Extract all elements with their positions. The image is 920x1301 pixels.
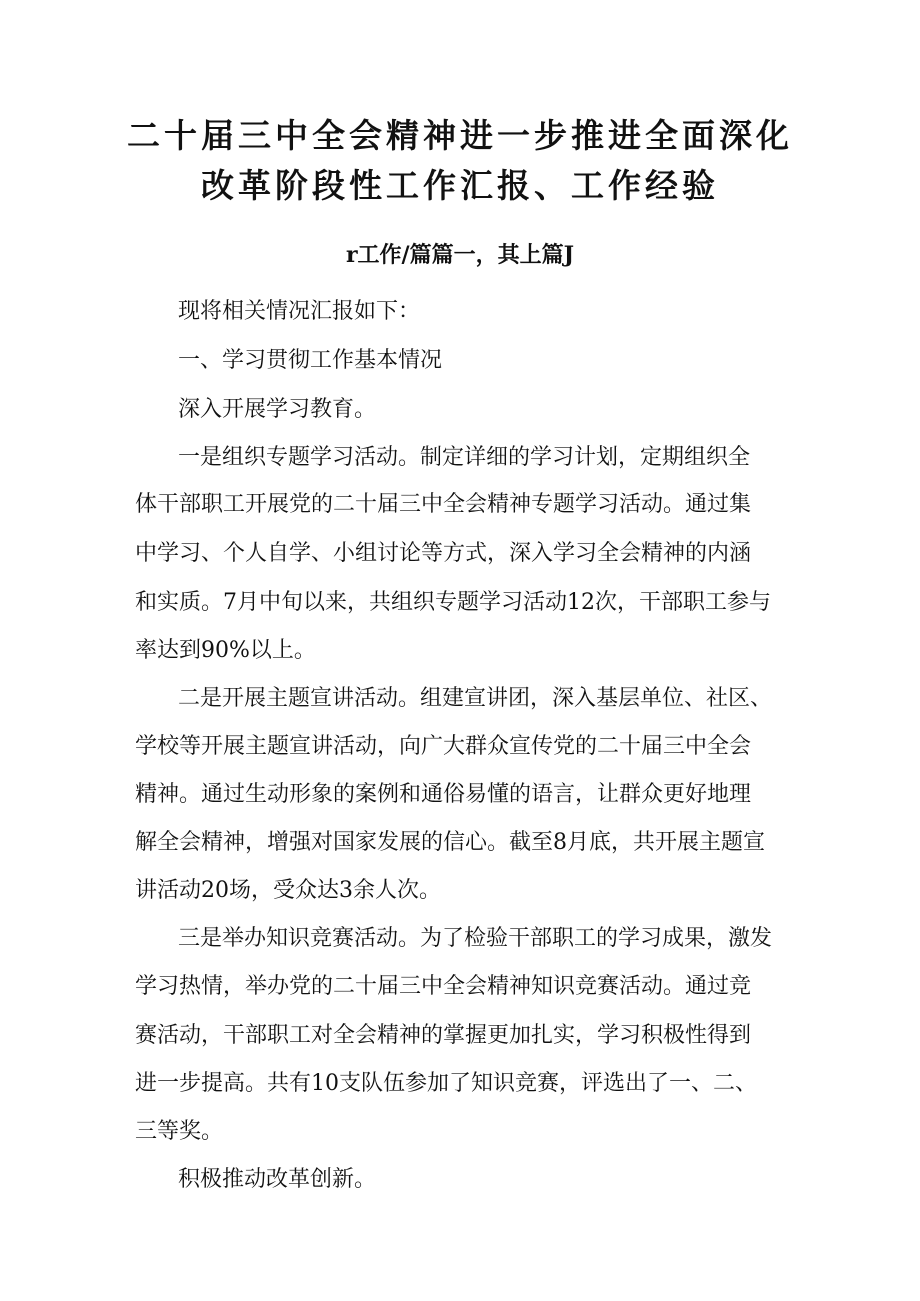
- paragraph-line: 三是举办知识竞赛活动。为了检验干部职工的学习成果，激发: [178, 926, 773, 951]
- paragraph-line: 学校等开展主题宣讲活动，向广大群众宣传党的二十届三中全会: [135, 734, 752, 759]
- paragraph-line: 一是组织专题学习活动。制定详细的学习计划，定期组织全: [178, 445, 751, 470]
- document-subtitle: r工作/篇篇一，其上篇J: [345, 242, 575, 268]
- section-heading: 一、学习贯彻工作基本情况: [178, 348, 443, 373]
- paragraph-line: 精神。通过生动形象的案例和通俗易懂的语言，让群众更好地理: [135, 782, 752, 807]
- paragraph-line: 二是开展主题宣讲活动。组建宣讲团，深入基层单位、社区、: [178, 686, 773, 711]
- document-title-line-2: 改革阶段性工作汇报、工作经验: [201, 166, 719, 205]
- paragraph-line: 率达到90%以上。: [135, 638, 316, 663]
- paragraph-line: 体干部职工开展党的二十届三中全会精神专题学习活动。通过集: [135, 492, 752, 517]
- document-title-line-1: 二十届三中全会精神进一步推进全面深化: [127, 116, 793, 155]
- paragraph-line: 学习热情，举办党的二十届三中全会精神知识竞赛活动。通过竞: [135, 974, 752, 999]
- paragraph-line: 三等奖。: [135, 1119, 224, 1144]
- paragraph-line: 现将相关情况汇报如下：: [178, 299, 421, 324]
- paragraph-line: 解全会精神，增强对国家发展的信心。截至8月底，共开展主题宣: [135, 830, 765, 855]
- paragraph-line: 中学习、个人自学、小组讨论等方式，深入学习全会精神的内涵: [135, 541, 752, 566]
- paragraph-line: 深入开展学习教育。: [178, 397, 377, 422]
- paragraph-line: 进一步提高。共有10支队伍参加了知识竞赛，评选出了一、二、: [135, 1071, 757, 1096]
- paragraph-line: 和实质。7月中旬以来，共组织专题学习活动12次，干部职工参与: [135, 590, 771, 615]
- section-heading: 积极推动改革创新。: [178, 1167, 377, 1192]
- paragraph-line: 讲活动20场，受众达3余人次。: [135, 878, 441, 903]
- paragraph-line: 赛活动，干部职工对全会精神的掌握更加扎实，学习积极性得到: [135, 1023, 752, 1048]
